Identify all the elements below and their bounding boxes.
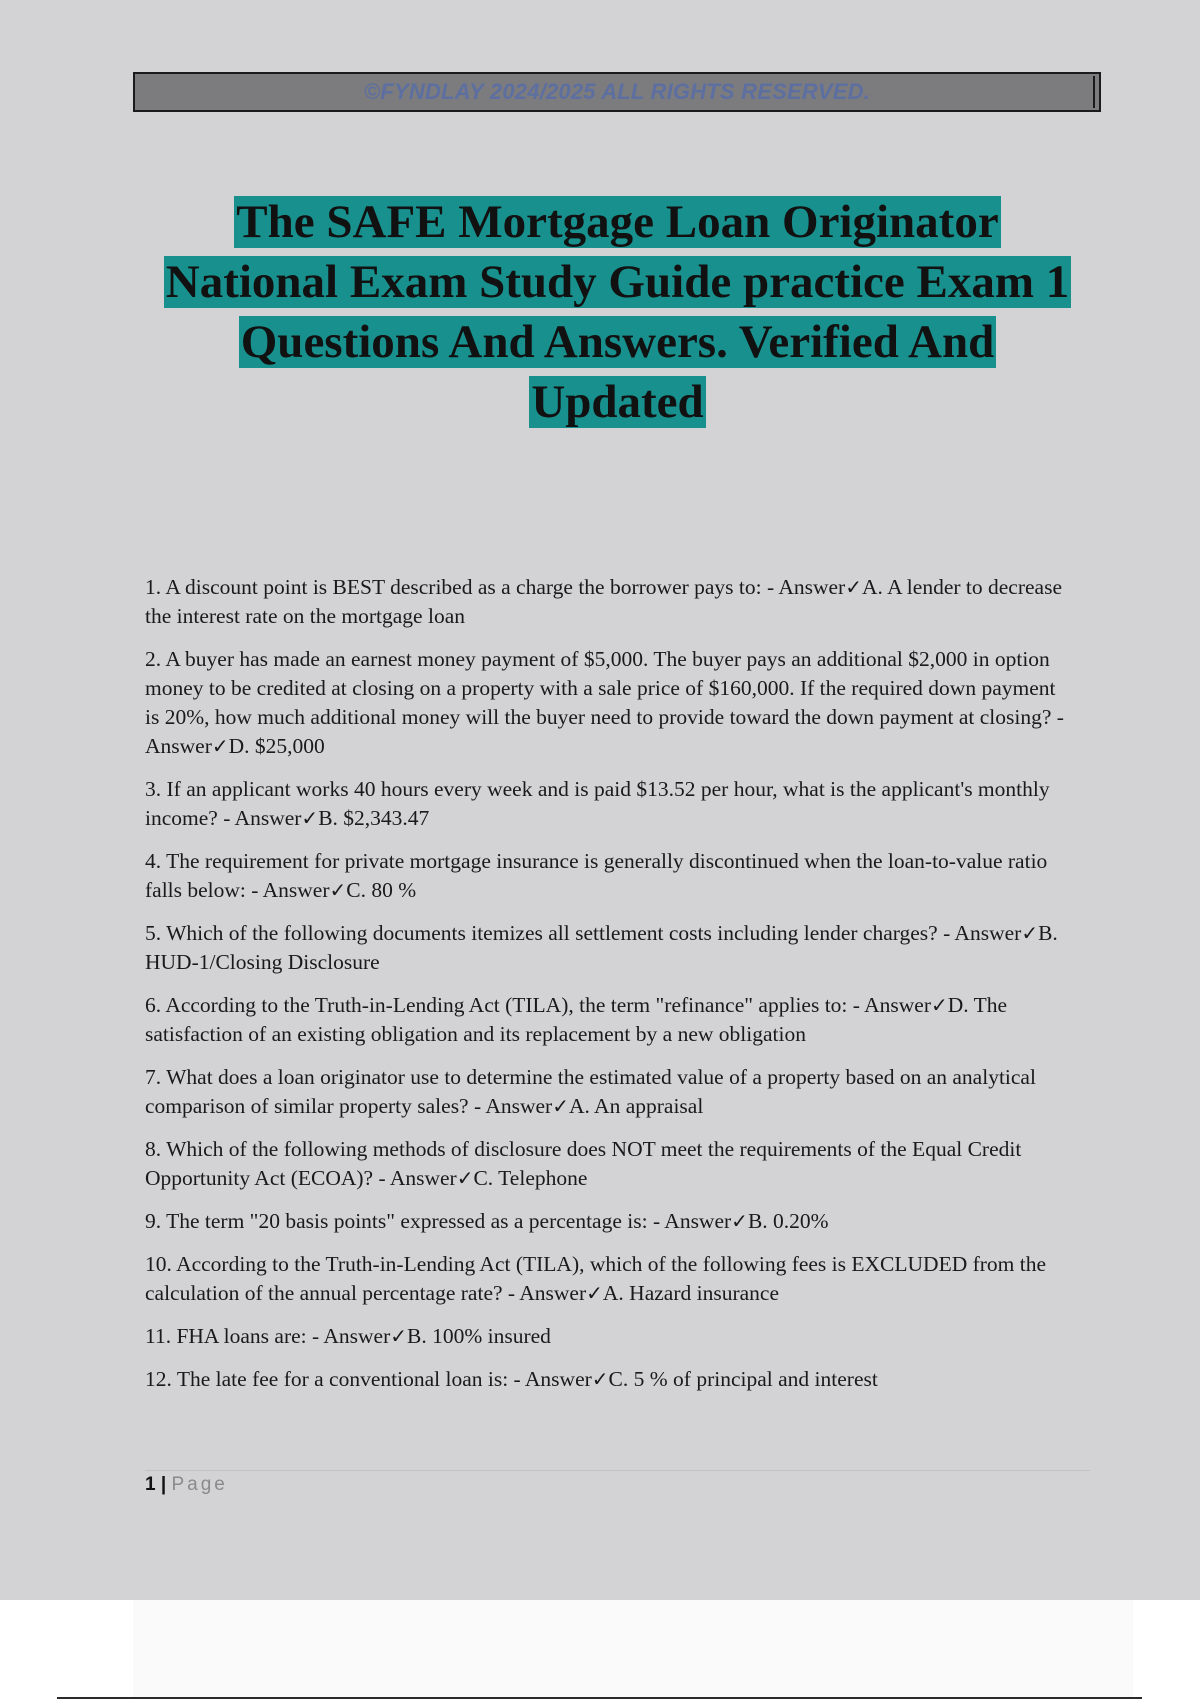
question-text: 3. If an applicant works 40 hours every week and is paid $13.52 per hour, what is the applicant's monthly income? - Answer xyxy=(145,777,1050,830)
question-text: 4. The requirement for private mortgage insurance is generally discontinued when the loan-to-value ratio falls below: - Answer xyxy=(145,849,1048,902)
question-item-12 xyxy=(145,1365,1075,1394)
answer-text: A. An appraisal xyxy=(568,1094,704,1118)
question-list xyxy=(145,573,1075,1408)
answer-text: C. Telephone xyxy=(473,1166,588,1190)
answer-text: A. A lender to decrease the interest rate on the mortgage loan xyxy=(145,575,1062,628)
check-mark-icon: ✓ xyxy=(211,734,229,758)
question-item-10 xyxy=(145,1250,1075,1308)
next-page-area xyxy=(133,1600,1133,1698)
title-line-3: Questions And Answers. Verified And xyxy=(240,316,995,368)
answer-text: D. $25,000 xyxy=(228,734,325,758)
answer-text: C. 80 % xyxy=(346,878,417,902)
answer-text: B. 0.20% xyxy=(747,1209,829,1233)
check-mark-icon: ✓ xyxy=(731,1209,748,1233)
check-mark-icon: ✓ xyxy=(329,878,347,902)
question-item-11 xyxy=(145,1322,1075,1351)
answer-text: B. HUD-1/Closing Disclosure xyxy=(145,921,1058,974)
check-mark-icon: ✓ xyxy=(586,1281,603,1305)
copyright-header-bar xyxy=(133,72,1101,112)
check-mark-icon: ✓ xyxy=(552,1094,569,1118)
question-item-7 xyxy=(145,1063,1075,1121)
question-item-8 xyxy=(145,1135,1075,1193)
question-text: 12. The late fee for a conventional loan is: - Answer xyxy=(145,1367,592,1391)
check-mark-icon: ✓ xyxy=(1021,921,1039,945)
question-item-4 xyxy=(145,847,1075,905)
footer-divider xyxy=(145,1470,1090,1471)
page-separator: | xyxy=(160,1474,167,1495)
question-text: 2. A buyer has made an earnest money payment of $5,000. The buyer pays an additional $2,000 in option money to be credited at closing on a property with a sale price of $160,000. If the required down payment is 20%, how much additional money will the buyer need to provide toward the down payment at closing? - Answer xyxy=(145,647,1064,758)
check-mark-icon: ✓ xyxy=(591,1367,609,1391)
question-text: 8. Which of the following methods of disclosure does NOT meet the requirements of the Equal Credit Opportunity Act (ECOA)? - Answer xyxy=(145,1137,1022,1190)
check-mark-icon: ✓ xyxy=(845,575,862,599)
question-item-1 xyxy=(145,573,1075,631)
question-text: 6. According to the Truth-in-Lending Act (TILA), the term "refinance" applies to: - Answer xyxy=(145,993,931,1017)
question-text: 7. What does a loan originator use to determine the estimated value of a property based on an analytical comparison of similar property sales? - Answer xyxy=(145,1065,1036,1118)
answer-text: A. Hazard insurance xyxy=(602,1281,780,1305)
question-text: 10. According to the Truth-in-Lending Act (TILA), which of the following fees is EXCLUDED from the calculation of the annual percentage rate? - Answer xyxy=(145,1252,1047,1305)
question-text: 11. FHA loans are: - Answer xyxy=(145,1324,391,1348)
question-item-5 xyxy=(145,919,1075,977)
header-bar-edge xyxy=(1093,76,1095,108)
page-number: 1 xyxy=(145,1474,156,1495)
copyright-text: ©FYNDLAY 2024/2025 ALL RIGHTS RESERVED. xyxy=(363,79,871,104)
answer-text: D. The satisfaction of an existing obligation and its replacement by a new obligation xyxy=(145,993,1008,1046)
question-item-2 xyxy=(145,645,1075,761)
question-item-9 xyxy=(145,1207,1075,1236)
next-page-rule xyxy=(57,1697,1142,1699)
title-line-2: National Exam Study Guide practice Exam 1 xyxy=(165,256,1070,308)
question-item-3 xyxy=(145,775,1075,833)
document-title xyxy=(130,192,1105,432)
question-text: 1. A discount point is BEST described as a charge the borrower pays to: - Answer xyxy=(145,575,846,599)
check-mark-icon: ✓ xyxy=(931,993,948,1017)
answer-text: B. $2,343.47 xyxy=(318,806,430,830)
question-text: 5. Which of the following documents itemizes all settlement costs including lender charges? - Answer xyxy=(145,921,1022,945)
check-mark-icon: ✓ xyxy=(390,1324,407,1348)
check-mark-icon: ✓ xyxy=(301,806,319,830)
title-line-1: The SAFE Mortgage Loan Originator xyxy=(236,196,999,248)
answer-text: C. 5 % of principal and interest xyxy=(608,1367,878,1391)
question-item-6 xyxy=(145,991,1075,1049)
answer-text: B. 100% insured xyxy=(407,1324,551,1348)
title-line-4: Updated xyxy=(531,376,704,428)
page-footer xyxy=(145,1474,228,1496)
check-mark-icon: ✓ xyxy=(456,1166,474,1190)
question-text: 9. The term "20 basis points" expressed as a percentage is: - Answer xyxy=(145,1209,732,1233)
page-word: Page xyxy=(171,1474,228,1495)
